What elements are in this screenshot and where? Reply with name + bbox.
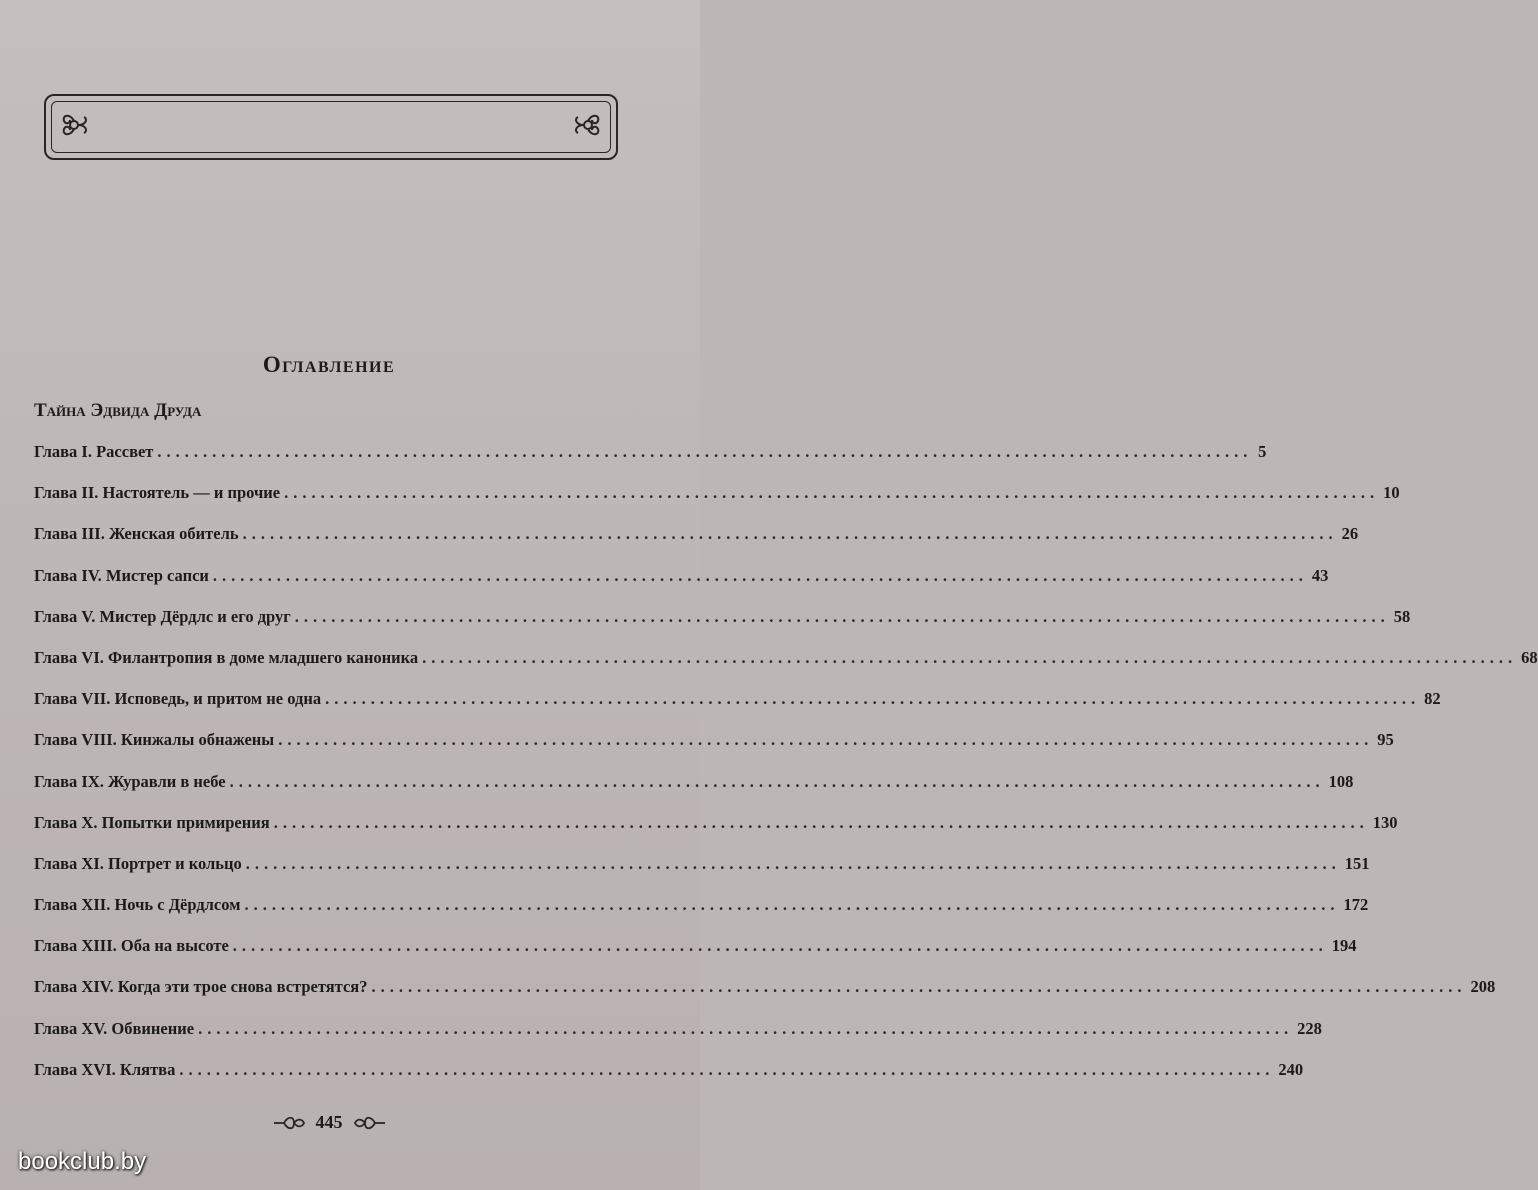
toc-entry-label: Глава III. Женская обитель — [34, 524, 239, 544]
toc-entry-page: 108 — [1328, 771, 1354, 791]
fleuron-icon — [272, 1114, 306, 1132]
page-number-footer — [0, 1112, 658, 1133]
toc-entry-label: Глава XI. Портрет и кольцо — [34, 853, 242, 873]
dot-leader: ........................................................................................................................ — [284, 483, 1380, 503]
toc-entry-page: 95 — [1377, 730, 1394, 750]
toc-entry-label: Глава VI. Филантропия в доме младшего каноника — [34, 647, 419, 667]
toc-entry — [34, 891, 1369, 932]
toc-entry — [34, 932, 1357, 973]
toc-entry-page: 240 — [1278, 1059, 1304, 1079]
toc-entry — [34, 438, 1267, 479]
toc-entry-page: 208 — [1470, 977, 1496, 997]
dot-leader: ........................................................................................................................ — [212, 565, 1308, 585]
dot-leader: ........................................................................................................................ — [229, 771, 1325, 791]
toc-entry-label: Глава X. Попытки примирения — [34, 812, 270, 832]
toc-entry-page: 5 — [1258, 442, 1267, 461]
dot-leader: ........................................................................................................................ — [422, 647, 1518, 667]
toc-entry-label: Глава V. Мистер Дёрдлс и его друг — [34, 606, 291, 626]
toc-entry-label: Глава II. Настоятель — и прочие — [34, 483, 281, 503]
book-title: Тайна Эдвида Друда — [34, 400, 202, 421]
toc-entry-page: 130 — [1372, 812, 1398, 832]
dot-leader: ........................................................................................................................ — [245, 853, 1341, 873]
toc-entry-page: 82 — [1424, 689, 1441, 709]
dot-leader: ........................................................................................................................ — [273, 812, 1369, 832]
toc-entry-label: Глава VIII. Кинжалы обнажены — [34, 730, 275, 750]
dot-leader: ........................................................................................................................ — [278, 730, 1374, 750]
toc-entry-page: 10 — [1383, 483, 1400, 503]
toc-entry-label: Глава IV. Мистер сапси — [34, 565, 209, 585]
toc-entry-label: Глава XIV. Когда эти трое снова встретятся? — [34, 977, 368, 997]
toc-entry — [34, 644, 1538, 685]
dot-leader: ........................................................................................................................ — [294, 606, 1390, 626]
toc-entry — [34, 603, 1411, 644]
toc-entry-label: Глава XII. Ночь с Дёрдлсом — [34, 895, 241, 915]
toc-entry — [34, 726, 1394, 767]
toc-entry-page: 58 — [1393, 606, 1411, 626]
toc-entry — [34, 562, 1329, 603]
dot-leader: ........................................................................................................................ — [244, 895, 1340, 915]
toc-entry-page: 228 — [1297, 1018, 1322, 1038]
toc-entry-label: Глава XV. Обвинение — [34, 1018, 195, 1038]
scroll-ornament-icon — [56, 107, 92, 143]
toc-entry-label: Глава VII. Исповедь, и притом не одна — [34, 689, 322, 709]
dot-leader: ........................................................................................................................ — [242, 524, 1338, 544]
dot-leader: ........................................................................................................................ — [232, 936, 1328, 956]
site-watermark: bookclub.by — [18, 1148, 147, 1175]
toc-entry-label: Глава I. Рассвет — [34, 442, 154, 461]
dot-leader: ........................................................................................................................ — [179, 1059, 1275, 1079]
dot-leader: ........................................................................................................................ — [157, 442, 1253, 461]
toc-entry — [34, 1015, 1322, 1056]
toc-entry — [34, 973, 1496, 1014]
dot-leader: ........................................................................................................................ — [198, 1018, 1294, 1038]
toc-heading: Оглавление — [262, 352, 396, 377]
scroll-ornament-icon — [570, 107, 606, 143]
page-number: 445 — [315, 1112, 343, 1132]
toc-entry-label: Глава XIII. Оба на высоте — [34, 936, 229, 956]
toc-entry-label: Глава IX. Журавли в небе — [34, 771, 226, 791]
toc-entry — [34, 520, 1359, 561]
toc-entry — [34, 1056, 1304, 1097]
dot-leader: ........................................................................................................................ — [371, 977, 1467, 997]
toc-list — [34, 438, 1538, 1097]
toc-entry-label: Глава XVI. Клятва — [34, 1059, 176, 1079]
toc-entry-page: 26 — [1341, 524, 1359, 544]
ornamental-header-frame — [44, 94, 618, 160]
toc-entry — [34, 685, 1441, 726]
dot-leader: ........................................................................................................................ — [325, 689, 1421, 709]
toc-entry-page: 151 — [1344, 853, 1370, 873]
toc-entry — [34, 768, 1354, 809]
fleuron-icon — [353, 1114, 387, 1132]
toc-entry-page: 68 — [1521, 647, 1538, 667]
toc-entry-page: 194 — [1331, 936, 1357, 956]
toc-entry-page: 172 — [1343, 895, 1369, 915]
toc-entry — [34, 850, 1370, 891]
toc-entry — [34, 809, 1398, 850]
toc-entry-page: 43 — [1311, 565, 1329, 585]
toc-entry — [34, 479, 1400, 520]
